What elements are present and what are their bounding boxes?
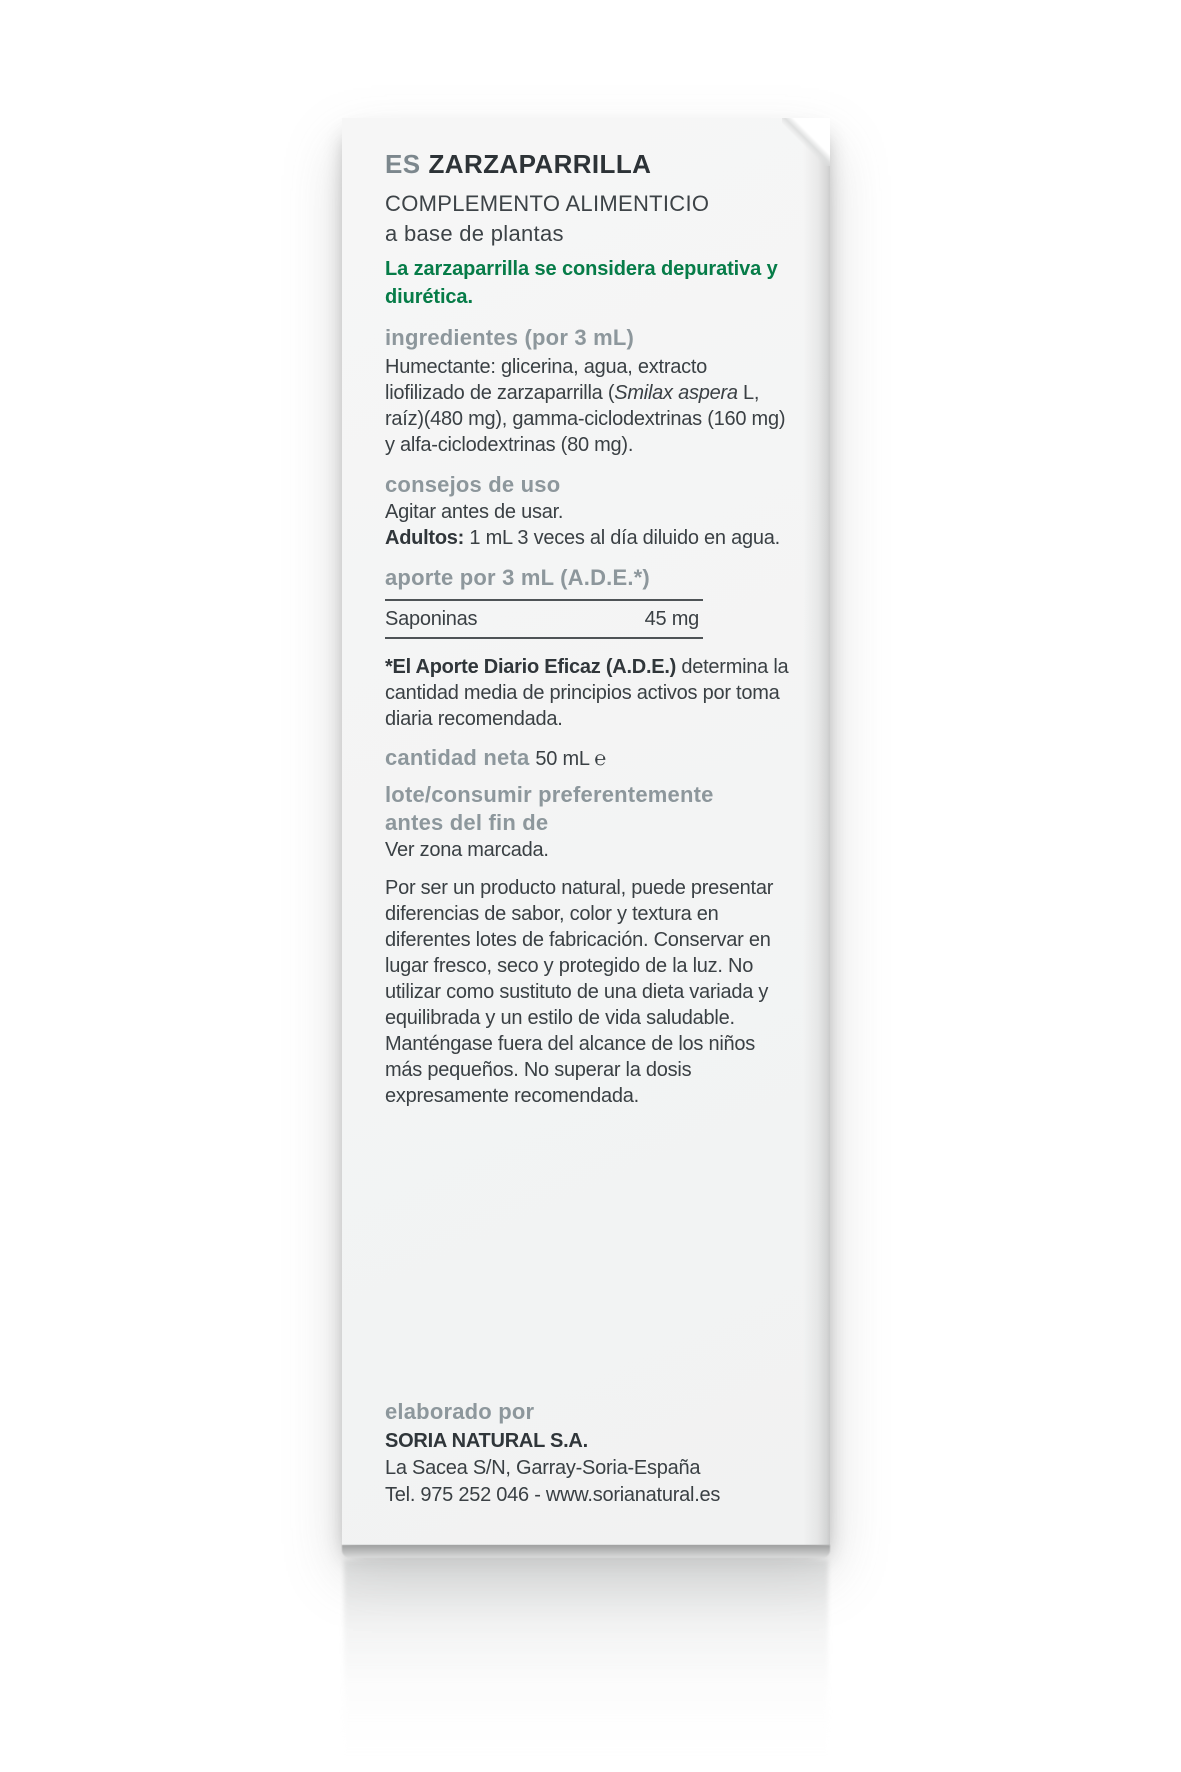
aporte-heading: aporte por 3 mL (A.D.E.*) xyxy=(385,565,650,590)
package-bottom-edge xyxy=(342,1545,830,1558)
label-content xyxy=(342,118,830,1545)
manufacturer-heading: elaborado por xyxy=(385,1399,535,1424)
net-quantity-heading: cantidad neta xyxy=(385,745,530,770)
claim-text: La zarzaparrilla se considera depurativa y diurética. xyxy=(385,258,778,308)
subtitle-line-1: COMPLEMENTO ALIMENTICIO xyxy=(385,191,710,216)
manufacturer-address: La Sacea S/N, Garray-Soria-España xyxy=(385,1457,701,1479)
species-name: Smilax aspera xyxy=(614,382,738,404)
ingredients-text xyxy=(385,354,790,458)
adults-label: Adultos: xyxy=(385,527,465,549)
nutrient-row xyxy=(385,601,703,637)
lot-heading: lote/consumir preferentemente antes del fin de xyxy=(385,782,714,835)
ade-footnote-text: determina la cantidad media de principios activos por toma diaria recomendada. xyxy=(385,656,789,730)
adults-text: 1 mL 3 veces al día diluido en agua. xyxy=(464,527,780,549)
manufacturer-block xyxy=(385,1398,792,1509)
manufacturer-name: SORIA NATURAL S.A. xyxy=(385,1430,588,1452)
language-code: ES xyxy=(385,149,421,179)
package-reflection xyxy=(344,1560,828,1772)
lot-value: Ver zona marcada. xyxy=(385,839,549,861)
ingredients-heading: ingredientes (por 3 mL) xyxy=(385,325,635,350)
manufacturer-contact: Tel. 975 252 046 - www.sorianatural.es xyxy=(385,1484,721,1506)
usage-adults-line xyxy=(385,525,790,551)
product-name: ZARZAPARRILLA xyxy=(428,149,652,179)
net-quantity-value: 50 mL ℮ xyxy=(535,748,607,770)
ade-footnote xyxy=(385,654,790,732)
net-quantity-line xyxy=(385,744,790,773)
usage-shake-line: Agitar antes de usar. xyxy=(385,501,564,523)
ade-footnote-term: *El Aporte Diario Eficaz (A.D.E.) xyxy=(385,656,677,678)
nutrient-table xyxy=(385,599,703,639)
ingredients-text-part1: Humectante: glicerina, agua, extracto liofilizado de zarzaparrilla ( xyxy=(385,356,708,404)
usage-heading: consejos de uso xyxy=(385,472,561,497)
subtitle-line-2: a base de plantas xyxy=(385,221,564,246)
notice-paragraph: Por ser un producto natural, puede presentar diferencias de sabor, color y textura en diferentes lotes de fabricación. Conservar en lugar fresco, seco y protegido de la luz. No utilizar como sustituto de una dieta variada y equilibrada y un estilo de vida saludable. Manténgase fuera del alcance de los niños más pequeños. No superar la dosis expresamente recomendada. xyxy=(385,877,774,1107)
package-panel xyxy=(342,118,830,1545)
ingredients-text-part2: L, raíz)(480 mg), gamma-ciclodextrinas (160 mg) y alfa-ciclodextrinas (80 mg). xyxy=(385,382,786,456)
product-title xyxy=(385,148,790,180)
nutrient-value: 45 mg xyxy=(644,608,699,630)
nutrient-label: Saponinas xyxy=(385,608,478,630)
